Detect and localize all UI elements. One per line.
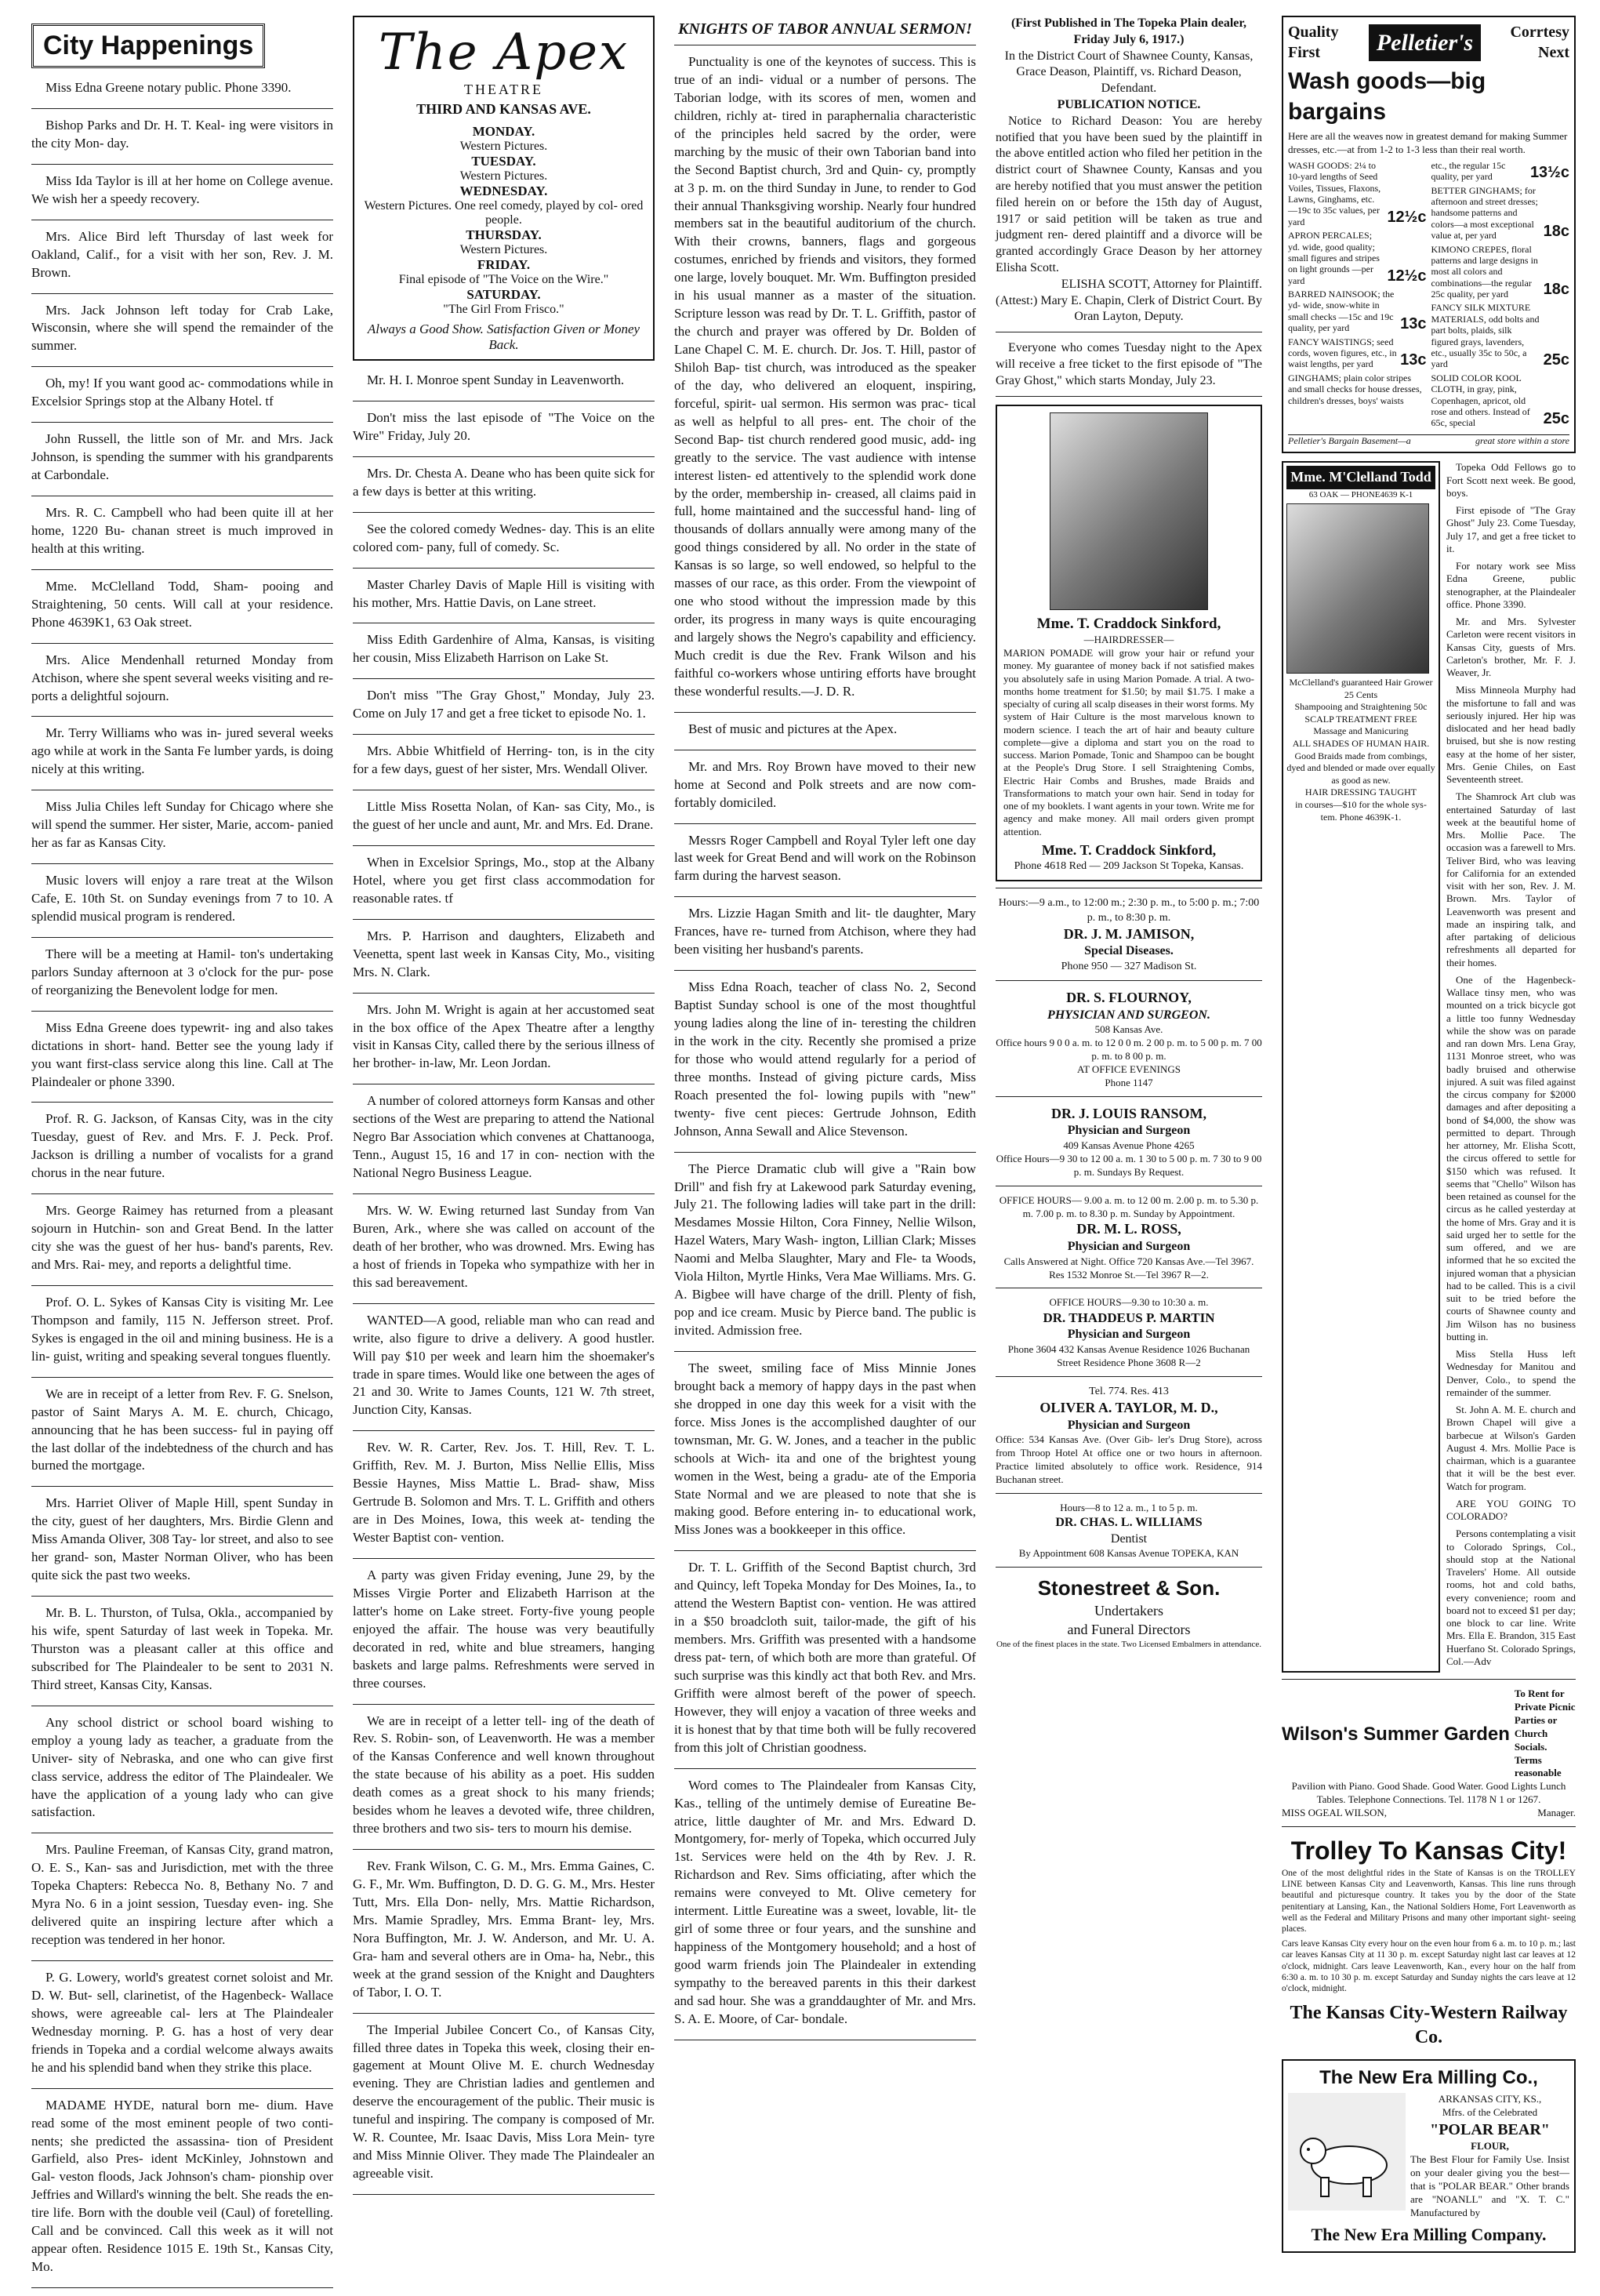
news-item: MADAME HYDE, natural born me- dium. Have read some of the most eminent people of two conti- nents; she predicted the assassina- tion of President Garfield, also Pres- ident McKinley, Johnstown and Gal- veston floods, Jack Johnson's cham- pionship over Jeffries and Willard's winning the belt. She reads the en- tire life. Born with the double veil (Caul) of foretelling. Call and be convinced. Call this week as it will not appear often. Residence 1015 E. 19th St., Kansas City, Mo. xyxy=(31,2097,333,2275)
city-happenings-heading: City Happenings xyxy=(31,24,265,68)
todd-service-line: HAIR DRESSING TAUGHT xyxy=(1304,787,1417,798)
todd-service-line: SCALP TREATMENT FREE xyxy=(1304,713,1417,725)
apex-column-items xyxy=(353,372,655,2195)
divider xyxy=(996,1567,1262,1568)
divider xyxy=(674,970,976,971)
legal-body: Notice to Richard Deason: You are hereby notified that you have been sued by the plaintiff in the above entitled action who filed her petition in the district court of Shawnee County, Kansas and you are hereby notified that you must answer the petition filed herein on or before the 15th day of August, 1917 or said petition will be taken as true and judgment ren- dered plaintiff and a divorce will be granted accordingly Grace Deason by her attorney Elisha Scott. xyxy=(996,114,1262,274)
divider xyxy=(31,293,333,294)
divider xyxy=(353,1849,655,1850)
sinkford-caption: Mme. T. Craddock Sinkford, xyxy=(1036,615,1221,632)
wilson-lines: Pavilion with Piano. Good Shade. Good Water. Good Lights Lunch Tables. Telephone Connections. Tel. 1178 N 1 or 1267. xyxy=(1291,1780,1566,1806)
divider xyxy=(353,1704,655,1705)
right-note: St. John A. M. E. church and Brown Chapel will give a barbecue at Wilson's Garden August 4. Mrs. Mollie Pace is chairman, which is a guarantee that it will be the best ever. Watch for program. xyxy=(1446,1404,1576,1492)
wilson-footer xyxy=(1282,1807,1576,1820)
todd-name: Mme. M'Clelland Todd xyxy=(1286,466,1435,489)
jamison-card xyxy=(996,896,1262,974)
divider xyxy=(674,1351,976,1352)
schedule-program: Western Pictures. xyxy=(459,243,548,256)
sale-item-text: etc., the regular 15c quality, per yard xyxy=(1431,159,1506,183)
flournoy-evening: AT OFFICE EVENINGS xyxy=(1077,1063,1181,1076)
news-item: Mrs. Pauline Freeman, of Kansas City, grand matron, O. E. S., Kan- sas and Jurisdiction, met with the three Topeka Chapters: Rebecca No. 8, Bethany No. 7 and Myra No. 6 in a joint session, Tuesday even- ing. She delivered quite an inspiring lecture after which a reception was tendered in her honor. xyxy=(31,1842,333,1948)
newera-content xyxy=(1288,2093,1569,2219)
newera-text xyxy=(1410,2093,1569,2219)
legal-parties: Grace Deason, Plaintiff, vs. Richard Deason, Defendant. xyxy=(1016,65,1242,96)
news-item: John Russell, the little son of Mr. and Mrs. Jack Johnson, is spending the summer with his grandparents at Carbondale. xyxy=(31,431,333,483)
pelletiers-footer xyxy=(1288,434,1569,448)
schedule-program: Western Pictures. xyxy=(459,140,548,153)
divider xyxy=(674,896,976,897)
news-item: The sweet, smiling face of Miss Minnie Jones brought back a memory of happy days in the past when she dropped in one day this week for a visit with the force. Miss Jones is the accomplished daughter of our townsman, Mr. G. W. Jones, and a teacher in the public schools at Wich- ita and one of the brightest young women in the West, being a gradu- ate of the Emporia State Normal and we are pleased to note that she is making good. Before entering in- to educational work, Miss Jones was a bookkeeper in this office. xyxy=(674,1360,976,1538)
divider xyxy=(1282,1679,1576,1680)
railway-name: The Kansas City-Western Railway Co. xyxy=(1290,2002,1568,2047)
divider xyxy=(353,456,655,457)
sale-item xyxy=(1288,230,1427,286)
sale-item-text: FANCY WAISTINGS; seed cords, woven figures, etc., in waist lengths, per yard xyxy=(1288,336,1397,370)
ransom-name: DR. J. LOUIS RANSOM, xyxy=(1050,1105,1207,1121)
city-happenings-items xyxy=(31,79,333,2288)
schedule-day: THURSDAY. xyxy=(466,227,542,242)
stonestreet-foot: One of the finest places in the state. Two Licensed Embalmers in attendance. xyxy=(996,1639,1262,1649)
divider xyxy=(31,716,333,717)
news-item: Mrs. W. W. Ewing returned last Sunday from Van Buren, Ark., where she was called on account of the death of her brother, who was drowned. Mrs. Ewing has a host of friends in Topeka who sympathize with her in this sad bereavement. xyxy=(353,1203,655,1290)
right-note: For notary work see Miss Edna Greene, public stenographer, at the Plaindealer office. Phone 3390. xyxy=(1446,560,1576,610)
todd-service-line: Good Braids made from combings, dyed and blended or made over equally as good as new. xyxy=(1286,750,1435,786)
todd-services xyxy=(1286,701,1435,823)
divider xyxy=(31,1285,333,1286)
stonestreet-name: Stonestreet & Son. xyxy=(1037,1576,1221,1600)
sale-item-price: 13½c xyxy=(1529,163,1569,181)
sale-item-price: 25c xyxy=(1543,351,1569,369)
news-item: Mrs. John M. Wright is again at her accustomed seat in the box office of the Apex Theatre after a lengthy visit in Kansas City, called there by the serious illness of her brother- in-law, Mr. Leon Jordan. xyxy=(353,1001,655,1071)
news-item: Little Miss Rosetta Nolan, of Kan- sas City, Mo., is the guest of her uncle and aunt, Mr. and Mrs. Ed. Drane. xyxy=(353,799,655,832)
legal-sign: ELISHA SCOTT, Attorney for Plaintiff. xyxy=(1061,277,1262,291)
divider xyxy=(353,845,655,846)
news-item: Don't miss "The Gray Ghost," Monday, July 23. Come on July 17 and get a free ticket to episode No. 1. xyxy=(353,688,655,721)
news-item: We are in receipt of a letter tell- ing of the death of Rev. S. Robin- son, of Leavenworth. He was a member of the Kansas Conference and well known throughout the state because of his ability as a poet. His sudden death comes as a great shock to his many friends; besides whom he leaves a devoted wife, three children, three brothers and two sis- ters to mourn his demise. xyxy=(353,1713,655,1836)
divider xyxy=(31,164,333,165)
wilson-garden-ad xyxy=(1282,1687,1576,1820)
divider xyxy=(674,823,976,824)
divider xyxy=(31,1596,333,1597)
news-item: Best of music and pictures at the Apex. xyxy=(688,721,898,736)
ross-hours: OFFICE HOURS— 9.00 a. m. to 12 00 m. 2.00 p. m. to 5.30 p. m. 7.00 p. m. to 8.30 p. m. Sunday by Appointment. xyxy=(999,1193,1259,1219)
schedule-program: Western Pictures. One reel comedy, played by col- ored people. xyxy=(364,199,644,227)
todd-service-line: in courses—$10 for the whole sys- tem. Phone 4639K-1. xyxy=(1295,798,1427,823)
schedule-day: WEDNESDAY. xyxy=(459,183,548,198)
sale-item-text: BARRED NAINSOOK; the yd- wide, snow-white in small checks —15c and 19c quality, per yard xyxy=(1288,289,1395,334)
flournoy-name: DR. S. FLOURNOY, xyxy=(1066,990,1192,1006)
sale-item-price: 13c xyxy=(1400,314,1427,332)
divider xyxy=(31,108,333,109)
news-item: There will be a meeting at Hamil- ton's undertaking parlors Sunday afternoon at 3 o'clock for the pur- pose of reorganizing the Benevolent lodge for men. xyxy=(31,946,333,997)
divider xyxy=(353,1430,655,1431)
newera-footer: The New Era Milling Company. xyxy=(1311,2225,1547,2245)
stonestreet-sub1: Undertakers xyxy=(1094,1603,1163,1619)
pelletiers-headline: Wash goods—big bargains xyxy=(1288,68,1486,125)
trolley-title: Trolley To Kansas City! xyxy=(1290,1836,1567,1866)
apex-gray-ghost-note: Everyone who comes Tuesday night to the Apex will receive a free ticket to the first episode of "The Gray Ghost," which starts Monday, July 23. xyxy=(996,341,1262,387)
sale-item-text: KIMONO CREPES, floral patterns and large designs in most all colors and combinations—the regular 25c quality, per yard xyxy=(1431,243,1538,300)
sale-item-text: APRON PERCALES; yd. wide, good quality; small figures and stripes on light grounds —per yard xyxy=(1288,230,1380,286)
divider xyxy=(31,569,333,570)
williams-card xyxy=(996,1502,1262,1560)
pelletiers-items-left xyxy=(1288,160,1427,431)
jamison-address: Phone 950 — 327 Madison St. xyxy=(1061,961,1197,972)
sinkford-body: MARION POMADE will grow your hair or refund your money. My guarantee of money back if not satisfied makes you absolutely safe in using Marion Pomade. A trial. A two-months home treatment for $1.50; by mail $1.75. I make a specialty of curing all scalp diseases in their worst forms. My system of Hair Culture is the most marvelous known to modern science. I teach the art of hair and beauty culture complete—give a diploma and start you on the road to success. Marion Pomade, Tonic and Shampoo can be bought at the People's Drug Store. I sell Straightening Combs, Electric Hair Combs and Brushes, made Braids and Transformations to match your own hair. Send in today for one of my booklets. I want agents in your town. Write me for agency and make money. All mail orders given prompt attention. xyxy=(1003,647,1254,837)
taylor-tel: Tel. 774. Res. 413 xyxy=(1089,1386,1169,1397)
new-era-milling-ad xyxy=(1282,2059,1576,2253)
column-apex xyxy=(353,16,655,2203)
pelletiers-items xyxy=(1288,160,1569,431)
divider xyxy=(353,568,655,569)
sinkford-sub: —HAIRDRESSER— xyxy=(1083,634,1174,646)
divider xyxy=(353,678,655,679)
pelletiers-courtesy: Corrtesy Next xyxy=(1510,24,1569,61)
divider xyxy=(996,1493,1262,1494)
divider xyxy=(996,1376,1262,1377)
sale-item xyxy=(1431,244,1570,300)
news-item: Rev. Frank Wilson, C. G. M., Mrs. Emma Gaines, C. G. F., Mr. Wm. Buffington, D. D. G. G. M., Mrs. Hester Tutt, Mrs. Ella Don- nelly, Mrs. Mattie Richardson, Mrs. Mamie Spradley, Mrs. Emma Brant- ley, Mrs. Nora Buffington, Mr. J. W. Anderson, and Mr. U. A. Gra- ham and several others are in Oma- ha, Nebr., this week at the grand session of the Knight and Daughters of Tabor, I. O. T. xyxy=(353,1858,655,2000)
knights-of-tabor-title: KNIGHTS OF TABOR ANNUAL SERMON! xyxy=(678,20,972,38)
schedule-day: SATURDAY. xyxy=(466,287,541,302)
divider xyxy=(31,643,333,644)
pelletiers-items-right xyxy=(1431,160,1570,431)
news-item: Dr. T. L. Griffith of the Second Baptist church, 3rd and Quincy, left Topeka Monday for Des Moines, Ia., to attend the Western Baptist con- vention. He was attired in a $50 broadcloth suit, tailor-made, the gift of his members. Mrs. Griffith was presented with a handsome dress pat- tern, of which both are more than grateful. Of such surprise was this kindly act that both Rev. and Mrs. Griffith were almost bereft of the power of speech. However, they will enjoy a vacation of three weeks and it is honest that by that time both will be fully recovered from this jolt of Christian goodness. xyxy=(674,1560,976,1755)
flournoy-address: 508 Kansas Ave. xyxy=(1094,1023,1163,1036)
divider xyxy=(1282,1826,1576,1827)
divider xyxy=(353,2194,655,2195)
divider xyxy=(31,2088,333,2089)
sale-item-price: 18c xyxy=(1543,281,1569,299)
jamison-name: DR. J. M. JAMISON, xyxy=(1063,925,1195,942)
flournoy-phone: Phone 1147 xyxy=(1105,1076,1153,1088)
news-item: Don't miss the last episode of "The Voice on the Wire" Friday, July 20. xyxy=(353,409,655,443)
schedule-program: Western Pictures. xyxy=(459,169,548,183)
news-item: Any school district or school board wishing to employ a young lady as teacher, a graduate from the Univer- sity of Nebraska, and one who can give first class service, address the editor of The Plaindealer. We have the application of a young lady who can give satisfaction. xyxy=(31,1714,333,1820)
news-item: The Imperial Jubilee Concert Co., of Kansas City, filled three dates in Topeka this week, closing their en- gagement at Mount Olive M. E. church Wednesday evening. They are Christian ladies and gentlemen and deserve the encouragement of the public. Their music is tuneful and inspiring. The company is composed of Mr. W. R. Countee, Mr. Isaac Davis, Miss Lora Mein- tyre and Miss Minnie Oliver. They made The Plaindealer an agreeable visit. xyxy=(353,2022,655,2182)
divider xyxy=(31,937,333,938)
sale-item-text: BETTER GINGHAMS; for afternoon and street dresses; handsome patterns and colors—a most exceptional value at, per yard xyxy=(1431,184,1538,242)
sale-item xyxy=(1288,372,1427,406)
apex-schedule xyxy=(362,124,645,317)
news-item: Mrs. Alice Bird left Thursday of last week for Oakland, Calif., for a visit with her son, Rev. J. M. Brown. xyxy=(31,228,333,280)
williams-name: DR. CHAS. L. WILLIAMS xyxy=(1055,1515,1203,1529)
martin-sub: Physician and Surgeon xyxy=(1067,1328,1191,1342)
sale-item-price: 13c xyxy=(1400,351,1427,369)
ransom-sub: Physician and Surgeon xyxy=(1067,1124,1191,1138)
todd-address: 63 OAK — PHONE4639 K-1 xyxy=(1308,489,1413,500)
divider xyxy=(353,1558,655,1559)
taylor-name: OLIVER A. TAYLOR, M. D., xyxy=(1039,1400,1218,1416)
wilson-manager-title: Manager. xyxy=(1537,1807,1576,1819)
martin-hours: OFFICE HOURS—9.30 to 10:30 a. m. xyxy=(1049,1296,1209,1309)
news-item: Miss Edna Greene notary public. Phone 3390. xyxy=(45,80,292,95)
taylor-body: Office: 534 Kansas Ave. (Over Gib- ler's Drug Store), across from Throop Hotel At office one or two hours in afternoon. Practice limited absolutely to office work. Residence, 914 Buchanan street. xyxy=(996,1433,1262,1486)
martin-card xyxy=(996,1296,1262,1370)
column-notices xyxy=(996,16,1262,1650)
divider xyxy=(353,1193,655,1194)
divider xyxy=(31,366,333,367)
pelletiers-intro: Here are all the weaves now in greatest demand for making Summer dresses, etc.—at from 1-2 to 1-3 less than their real worth. xyxy=(1288,130,1568,155)
news-item: A party was given Friday evening, June 29, by the Misses Virgie Porter and Elizabeth Harrison at the latter's home on Lake street. Forty-five young people enjoyed the affair. The house was very beautifully decorated in red, white and blue streamers, hanging baskets and large palms. Refreshments were served in three courses. xyxy=(353,1567,655,1691)
divider xyxy=(31,1011,333,1012)
schedule-day: TUESDAY. xyxy=(471,154,536,169)
legal-attest: (Attest:) Mary E. Chapin, Clerk of District Court. By Oran Layton, Deputy. xyxy=(996,293,1262,324)
news-item: The Pierce Dramatic club will give a "Rain bow Drill" and fish fry at Lakewood park Saturday evening, July 21. The following ladies will take part in the drill: Mesdames Mossie Hilton, Cora Finney, Nellie Wilson, Hazel Waters, Mary Wash- ington, Lillian Clark; Misses Naomi and Melba Slaughter, Mary and Fle- ta Woods, Viola Hilton, Myrtle Hinks, Vera Mae Williams. Mrs. G. A. Bigbee will have charge of the drill. Plenty of fish, pop and ice cream. Music by Pierce band. The public is invited. Admission free. xyxy=(674,1161,976,1338)
news-item: Miss Julia Chiles left Sunday for Chicago where she will spend the summer. Her sister, Marie, accom- panied her as far as Kansas City. xyxy=(31,799,333,851)
trolley-body: One of the most delightful rides in the State of Kansas is on the TROLLEY LINE between Kansas City and Leavenworth, Kansas. This line runs through beautiful and picturesque country. It takes you by the door of the State penitentiary at Lansing, Kan., the National Soldiers Home, Fort Leavenworth as well as the Federal and Military Prisons and many other important sight- seeing places. xyxy=(1282,1868,1576,1935)
pelletiers-logo: Pelletier's xyxy=(1369,24,1481,61)
divider xyxy=(31,2287,333,2288)
jamison-hours: Hours:—9 a.m., to 12:00 m.; 2:30 p. m., to 5:00 p. m.; 7:00 p. m., to 8:30 p. m. xyxy=(998,897,1260,924)
wilson-terms: To Rent for Private Picnic Parties or Church Socials. Terms reasonable xyxy=(1514,1687,1576,1779)
newera-city: ARKANSAS CITY, KS., xyxy=(1438,2093,1542,2105)
schedule-program: Final episode of "The Voice on the Wire." xyxy=(398,273,609,286)
sale-item-price: 12½c xyxy=(1387,267,1427,285)
divider xyxy=(996,980,1262,981)
schedule-day: MONDAY. xyxy=(472,124,535,139)
divider xyxy=(996,1096,1262,1097)
martin-name: DR. THADDEUS P. MARTIN xyxy=(1043,1310,1215,1326)
divider xyxy=(674,1152,976,1153)
news-item: When in Excelsior Springs, Mo., stop at the Albany Hotel, where you get first class accommodation for reasonable rates. tf xyxy=(353,854,655,906)
news-item: Prof. R. G. Jackson, of Kansas City, was in the city Tuesday, guest of Rev. and Mrs. F. J. Peck. Prof. Jackson is drilling a number of vocalists for a grand chorus in the near future. xyxy=(31,1111,333,1181)
divider xyxy=(31,422,333,423)
pelletiers-footer-left: Pelletier's Bargain Basement—a xyxy=(1288,434,1411,446)
news-item: Mrs. George Raimey has returned from a pleasant sojourn in Hutchin- son and Great Bend. In the latter city she was the guest of her hus- band's parents, Rev. and Mrs. Rai- mey, and reports a delightful time. xyxy=(31,1203,333,1272)
newspaper-page xyxy=(31,16,1576,2275)
news-item: P. G. Lowery, world's greatest cornet soloist and Mr. D. W. But- sell, clarinetist, of the Hagenbeck- Wallace shows, were agreeable cal- lers at The Plaindealer Wednesday morning. P. G. has a host of very dear friends in Topeka and a cordial welcome always awaits he and his splendid band when they strike this place. xyxy=(31,1970,333,2075)
divider xyxy=(31,1377,333,1378)
news-item: Rev. W. R. Carter, Rev. Jos. T. Hill, Rev. T. L. Griffith, Rev. M. J. Burton, Miss Nellie Ellis, Miss Bessie Haynes, Miss Mattie L. Brad- shaw, Miss Gertrude B. Solomon and Mrs. T. L. Griffith and others are in Des Moines, Iowa, this week at- tending the Wester Baptist con- vention. xyxy=(353,1440,655,1545)
todd-service-line: Massage and Manicuring xyxy=(1313,725,1409,737)
right-notes xyxy=(1446,461,1576,1673)
right-note: One of the Hagenbeck-Wallace tinsy men, who was mounted on a trick bicycle got a little too funny Wednesday while the show was on parade and ran down Mrs. Lena Gray, 1131 Monroe street, who was badly bruised and otherwise injured. A suit was filed against the circus company for $2000 damages and after depositing a bond of $4,000, the show was permitted to depart. Through her attorney, Mr. Elisha Scott, the circus offered to settle for $150 which was refused. It seems that "Chello" Wilson has been retained as counsel for the circus as he called yesterday at the home of Mrs. Gray and it is said urged her to settle for the sum offered, and we are informed that he so excited the injured woman that a physician had to be called. This is a civil suit to be tried before the courts of Shawnee county and Jim Wilson has no business butting in. xyxy=(1446,973,1576,1342)
news-item: Miss Ida Taylor is ill at her home on College avenue. We wish her a speedy recovery. xyxy=(31,173,333,206)
column-advertisements xyxy=(1282,16,1576,2253)
todd-service-line: ALL SHADES OF HUMAN HAIR. xyxy=(1292,738,1430,750)
news-item: Miss Edith Gardenhire of Alma, Kansas, is visiting her cousin, Miss Elizabeth Harrison on Lake St. xyxy=(353,632,655,666)
legal-title: PUBLICATION NOTICE. xyxy=(1057,97,1201,111)
pelletiers-banner xyxy=(1288,22,1569,63)
news-item: Mrs. Lizzie Hagan Smith and lit- tle daughter, Mary Frances, have re- turned from Atchison, where they had been visiting her husband's parents. xyxy=(674,906,976,957)
wilson-manager-name: MISS OGEAL WILSON, xyxy=(1282,1807,1387,1819)
divider xyxy=(674,1768,976,1769)
ransom-address: 409 Kansas Avenue Phone 4265 xyxy=(1063,1139,1195,1152)
ross-sub: Physician and Surgeon xyxy=(1067,1239,1191,1253)
sinkford-footer: Mme. T. Craddock Sinkford, xyxy=(1041,841,1217,858)
news-item: Miss Edna Roach, teacher of class No. 2, Second Baptist Sunday school is one of the most thoughtful young ladies along the line of in- teresting the children in the work in the city. Recently she promised a prize for those who would attend regularly for a period of three months. Instead of giving picture cards, Miss Roach presented the fol- lowing pupils with "new" twenty- five cent pieces: Gertrude Johnson, Edith Johnson, Anna Sewall and Alice Stevenson. xyxy=(674,979,976,1139)
pelletiers-quality: Quality First xyxy=(1288,24,1339,61)
news-item: WANTED—A good, reliable man who can read and write, also figure to drive a delivery. A good hustler. Will pay $10 per week and learn him the shoemaker's trade in spare times. Would like one between the ages of 21 and 30. Write to James Counts, 121 W. 7th street, Junction City, Kansas. xyxy=(353,1312,655,1418)
divider xyxy=(353,512,655,513)
sale-item xyxy=(1288,336,1427,370)
news-item: Mrs. Harriet Oliver of Maple Hill, spent Sunday in the city, guest of her daughters, Mrs. Birdie Glenn and Miss Amanda Oliver, 308 Tay- lor street, and also to see her grand- son, Master Norman Oliver, who has been quite sick the past two weeks. xyxy=(31,1495,333,1583)
news-item: Mme. McClelland Todd, Sham- pooing and Straightening, 50 cents. Will call at your residence. Phone 4639K1, 63 Oak street. xyxy=(31,578,333,630)
flournoy-hours: Office hours 9 0 0 a. m. to 12 0 0 m. 2 00 p. m. to 5 00 p. m. 7 00 p. m. to 8 00 p. m. xyxy=(996,1037,1262,1063)
todd-row xyxy=(1282,461,1576,1673)
ransom-card xyxy=(996,1105,1262,1179)
sale-item-price: 12½c xyxy=(1387,209,1427,227)
sale-item-price: 25c xyxy=(1543,409,1569,427)
jamison-sub: Special Diseases. xyxy=(1084,944,1174,958)
martin-address: Phone 3604 432 Kansas Avenue Residence 1026 Buchanan Street Residence Phone 3608 R—2 xyxy=(1007,1343,1250,1369)
newera-title: The New Era Milling Co., xyxy=(1319,2067,1538,2089)
news-item: Mr. and Mrs. Roy Brown have moved to their new home at Second and Polk streets and are now com- fortably domiciled. xyxy=(674,758,976,810)
newera-flour: FLOUR, xyxy=(1471,2140,1509,2152)
apex-theatre-ad xyxy=(353,16,655,361)
divider xyxy=(353,1303,655,1304)
wilson-title: Wilson's Summer Garden xyxy=(1282,1723,1510,1745)
news-item: Mr. Terry Williams who was in- jured several weeks ago while at work in the Santa Fe lumber yards, is doing nicely at this writing. xyxy=(31,725,333,777)
news-item: Mr. H. I. Monroe spent Sunday in Leavenworth. xyxy=(367,372,625,387)
news-item: Mrs. R. C. Campbell who had been quite ill at her home, 1220 Bu- chanan street is much improved in health at this writing. xyxy=(31,505,333,556)
divider xyxy=(31,1486,333,1487)
ross-name: DR. M. L. ROSS, xyxy=(1076,1221,1181,1237)
newera-brand: "POLAR BEAR" xyxy=(1430,2121,1550,2139)
apex-address: THIRD AND KANSAS AVE. xyxy=(416,101,591,117)
column-knights-of-tabor xyxy=(674,16,976,2048)
pelletiers-ad xyxy=(1282,16,1576,453)
column-city-happenings xyxy=(31,16,333,2296)
todd-caption: McClelland's guaranteed Hair Grower 25 Cents xyxy=(1289,677,1433,700)
news-item: Mrs. Jack Johnson left today for Crab Lake, Wisconsin, where she will spend the remainder of the summer. xyxy=(31,302,333,354)
news-item: Oh, my! If you want good ac- commodations while in Excelsior Springs stop at the Albany Hotel. tf xyxy=(31,376,333,409)
todd-portrait xyxy=(1286,503,1429,674)
williams-address: By Appointment 608 Kansas Avenue TOPEKA, KAN xyxy=(1018,1547,1239,1560)
ross-card xyxy=(996,1194,1262,1282)
divider xyxy=(31,1193,333,1194)
sale-item xyxy=(1431,185,1570,242)
right-note: Miss Minneola Murphy had the misfortune to fall and was seriously injured. Her hip was dislocated and her head badly bruised, but she is now resting easy at the home of her sister, Mrs. Genie Chiles, on East Seventeenth street. xyxy=(1446,684,1576,786)
news-item: Mrs. Abbie Whitfield of Herring- ton, is in the city for a few days, guest of her sister, Mrs. Wendall Oliver. xyxy=(353,743,655,777)
divider xyxy=(31,1102,333,1103)
schedule-day: FRIDAY. xyxy=(477,257,531,272)
sale-item xyxy=(1431,302,1570,369)
right-note: Topeka Odd Fellows go to Fort Scott next week. Be good, boys. xyxy=(1446,461,1576,499)
sale-item-text: SOLID COLOR KOOL CLOTH, in gray, pink, Copenhagen, apricot, old rose and others. Instead of 65c, special xyxy=(1431,372,1530,429)
divider xyxy=(353,993,655,994)
divider xyxy=(31,863,333,864)
news-item: Bishop Parks and Dr. H. T. Keal- ing were visitors in the city Mon- day. xyxy=(31,117,333,151)
divider xyxy=(674,1550,976,1551)
newera-body: The Best Flour for Family Use. Insist on your dealer giving you the best—that is "POLAR BEAR." Other brands are "NOANLL" and "X. T. C." Manufactured by xyxy=(1410,2152,1569,2218)
schedule-program: "The Girl From Frisco." xyxy=(443,303,564,316)
legal-head: (First Published in The Topeka Plain dealer, Friday July 6, 1917.) xyxy=(1010,16,1247,46)
news-item: Miss Edna Greene does typewrit- ing and also takes dictations in short- hand. Better see the young lady if you want first-class service along this line. Call at The Plaindealer or phone 3390. xyxy=(31,1019,333,1089)
sale-item-text: FANCY SILK MIXTURE MATERIALS, odd bolts and part bolts, plaids, silk figured grays, lavenders, etc., usually 35c to 50c, a yard xyxy=(1431,302,1540,370)
news-item: We are in receipt of a letter from Rev. F. G. Snelson, pastor of Saint Marys A. M. E. church, Chicago, announcing that he has been success- ful in paying off the last dollar of the indebtedness of the church and has burned the mortgage. xyxy=(31,1386,333,1473)
sale-item-text: WASH GOODS: 2¼ to 10-yard lengths of Seed Voiles, Tissues, Flaxons, Lawns, Ginghams, etc. —19c to 35c values, per yard xyxy=(1288,159,1381,227)
legal-court: In the District Court of Shawnee County, Kansas, xyxy=(1004,49,1254,63)
divider xyxy=(353,919,655,920)
sinkford-portrait xyxy=(1050,412,1208,610)
wilson-header xyxy=(1282,1687,1576,1780)
newera-mfrs: Mfrs. of the Celebrated xyxy=(1442,2106,1538,2119)
pelletiers-footer-right: great store within a store xyxy=(1475,434,1569,446)
sale-item xyxy=(1431,372,1570,429)
stonestreet-ad xyxy=(996,1575,1262,1650)
divider xyxy=(353,2013,655,2014)
news-item: Prof. O. L. Sykes of Kansas City is visiting Mr. Lee Thompson and family, 115 N. Jefferson street. Prof. Sykes is engaged in the oil and mining business. He is a lin- guist, writing and speaking several tongues fluently. xyxy=(31,1294,333,1364)
apex-motto: Always a Good Show. Satisfaction Given or Money Back. xyxy=(367,322,640,352)
sinkford-address: Phone 4618 Red — 209 Jackson St Topeka, Kansas. xyxy=(1014,860,1244,873)
right-note: First episode of "The Gray Ghost" July 23. Come Tuesday, July 17, and get a free ticket to it. xyxy=(1446,504,1576,554)
news-item: Mrs. Alice Mendenhall returned Monday from Atchison, where she spent several weeks visiting and re- ports a delightful sojourn. xyxy=(31,652,333,703)
ransom-hours: Office Hours—9 30 to 12 00 a. m. 1 30 to 5 00 p. m. 7 30 to 9 00 p. m. Sundays By Request. xyxy=(996,1152,1262,1178)
sale-item xyxy=(1288,289,1427,334)
sale-item-price: 18c xyxy=(1543,222,1569,240)
news-item: Music lovers will enjoy a rare treat at the Wilson Cafe, E. 10th St. on Sunday evenings from 7 to 10. A splendid musical program is rendered. xyxy=(31,873,333,924)
divider xyxy=(674,712,976,713)
right-note: Mr. and Mrs. Sylvester Carleton were recent visitors in Kansas City, guests of Mrs. Carleton's brother, Mr. F. J. Weaver, Jr. xyxy=(1446,616,1576,679)
trolley-schedule: Cars leave Kansas City every hour on the even hour from 6 a. m. to 10 p. m.; last car leaves Kansas City at 11 30 p. m. except Saturday night last car leaves at 12 o'clock, midnight. Cars leave Leavenworth, Kan., every hour on the half from 6:30 a. m. to 10 30 p. m. except Saturday and Sunday nights the cars leave at 12 o'clock, midnight. xyxy=(1282,1938,1576,1994)
divider xyxy=(353,734,655,735)
polar-bear-icon xyxy=(1288,2093,1406,2211)
divider xyxy=(996,396,1262,397)
sale-item-text: GINGHAMS; plain color stripes and small checks for house dresses, children's dresses, boys' waists xyxy=(1288,372,1422,406)
news-item: Word comes to The Plaindealer from Kansas City, Kas., telling of the untimely demise of Eureatine Be- atrice, little daughter of Mr. and Mrs. Edward D. Montgomery, for- merly of Topeka, which occurred July 1st. Services were held on the 4th by Rev. J. R. Richardson and Rev. Sims officiating, after which the remains were conveyed to Mt. Olive cemetery for interment. Little Eureatine was a sweet, lovable, lit- tle girl of some three or four years, and the sunshine and happiness of the Montgomery household; and a host of good warm friends join The Plaindealer in extending sympathy to the bereaved parents in this their darkest and sad hour. She was a granddaughter of Mr. and Mrs. S. A. E. Moore, of Car- bondale. xyxy=(674,1777,976,2026)
divider xyxy=(31,1960,333,1961)
knights-column-items xyxy=(674,53,976,2040)
sale-item xyxy=(1288,160,1427,227)
right-note: Persons contemplating a visit to Colorado Springs, Col., should stop at the National Travelers' Home. All outside rooms, hot and cold baths, every convenience; room and board not to exceed $1 per day; one block to car line. Write Mrs. Ella E. Brandon, 315 East Huerfano St. Colorado Springs, Col.—Adv xyxy=(1446,1528,1576,1667)
ross-address: Calls Answered at Night. Office 720 Kansas Ave.—Tel 3967. Res 1532 Monroe St.—Tel 3967 R—2. xyxy=(1003,1255,1254,1281)
news-item: A number of colored attorneys form Kansas and other sections of the West are preparing to attend the National Negro Bar Association which convenes at Chattanooga, Tenn., August 15, 16 and 17 in con- nection with the National Negro Business League. xyxy=(353,1093,655,1181)
todd-ad xyxy=(1282,461,1440,1673)
news-item: Master Charley Davis of Maple Hill is visiting with his mother, Mrs. Hattie Davis, on Lane street. xyxy=(353,576,655,610)
trolley-ad xyxy=(1282,1835,1576,2050)
apex-logo-sub: THEATRE xyxy=(464,82,543,97)
taylor-sub: Physician and Surgeon xyxy=(1067,1418,1191,1432)
stonestreet-sub2: and Funeral Directors xyxy=(1067,1621,1191,1637)
sinkford-ad xyxy=(996,405,1262,882)
todd-service-line: Shampooing and Straightening 50c xyxy=(1294,701,1428,713)
taylor-card xyxy=(996,1385,1262,1487)
news-item: Mrs. P. Harrison and daughters, Elizabeth and Veenetta, spent last week in Kansas City, Mo., visiting Mrs. N. Clark. xyxy=(353,928,655,979)
news-item: See the colored comedy Wednes- day. This is an elite colored com- pany, full of comedy. Sc. xyxy=(353,521,655,554)
right-note: Miss Stella Huss left Wednesday for Manitou and Denver, Colo., to spend the remainder of the summer. xyxy=(1446,1348,1576,1398)
news-item: Messrs Roger Campbell and Royal Tyler left one day last week for Great Bend and will work on the Robinson farm during the harvest season. xyxy=(674,832,976,884)
sale-item xyxy=(1431,160,1570,183)
williams-sub: Dentist xyxy=(1110,1531,1148,1546)
news-item: Mrs. Dr. Chesta A. Deane who has been quite sick for a few days is better at this writing. xyxy=(353,465,655,499)
apex-logo: The Apex xyxy=(378,24,629,82)
flournoy-sub: PHYSICIAN AND SURGEON. xyxy=(1047,1008,1210,1022)
news-item: Mr. B. L. Thurston, of Tulsa, Okla., accompanied by his wife, spent Saturday of last week in Topeka. Mr. Thurston was a pleasant caller at this office and subscribed for The Plaindealer to be sent to 2031 N. Third street, Kansas City, Kansas. xyxy=(31,1605,333,1692)
right-note: ARE YOU GOING TO COLORADO? xyxy=(1446,1497,1576,1523)
legal-notice xyxy=(996,16,1262,325)
news-item: Punctuality is one of the keynotes of success. This is true of an indi- vidual or a number of persons. The Taborian lodge, with its scores of men, women and children, richly at- tired in paraphernalia characteristic of the principles held sacred by the order, were marching by the music of their own Taborian band into the Second Baptist church, 3rd and Quin- cy, promptly at 3 p. m. on the third Sunday in June, to render to God their annual Thanksgiving worship. Nearly four hundred members sat in the beautiful auditorium of the church. With their crowns, banners, flags and gorgeous costumes, enriched by friends and visitors, they formed one large, lovely bouquet. Mr. Wm. Buffington presided in his usual manner as a master of the situation. Scripture lesson was read by Dr. T. L. Griffith, pastor of the church and prayer was offered by Dr. Bolden of Lane Chapel C. M. E. church. Dr. Jos. T. Hill, pastor of Shiloh Bap- tist church, was introduced as the speaker of the day, who delivered an eloquent, inspiring, forceful, spirit- ual sermon. His sermon was prac- tical as well as helpful to all pres- ent. The choir of the Second Bap- tist church rendered good music, add- ing greatly to the service. The vast audience with intense interest listen- ed attentively to the splendid work done by the order, membership in- creased, all claims paid in full, home maintained and the successful hand- ling of thousands of dollars annually were among many of the good things considered by all. No order in the state of Kansas is so large, so well endowed, so helpful to the masses of our race, as this order. From the viewpoint of one who stood without the impression made by this order, its progress in many ways is quite encouraging and largely shows the Negro's capability and efficiency. Much credit is due the Rev. Frank Wilson and his faithful co-workers whose untiring efforts have brought these wonderful results.—J. D. R. xyxy=(674,54,976,699)
flournoy-card xyxy=(996,989,1262,1090)
williams-hours: Hours—8 to 12 a. m., 1 to 5 p. m. xyxy=(1060,1501,1198,1513)
right-note: The Shamrock Art club was entertained Saturday of last week at the beautiful home of Mrs. Mollie Pace. The occasion was a farewell to Mrs. Teliver Bird, who was leaving for California for an extended visit with her son, Rev. J. M. Brown. Mrs. Taylor of Leavenworth was present and made an inspiring talk, and after partaking of delicious refreshments all departed for their homes. xyxy=(1446,790,1576,968)
